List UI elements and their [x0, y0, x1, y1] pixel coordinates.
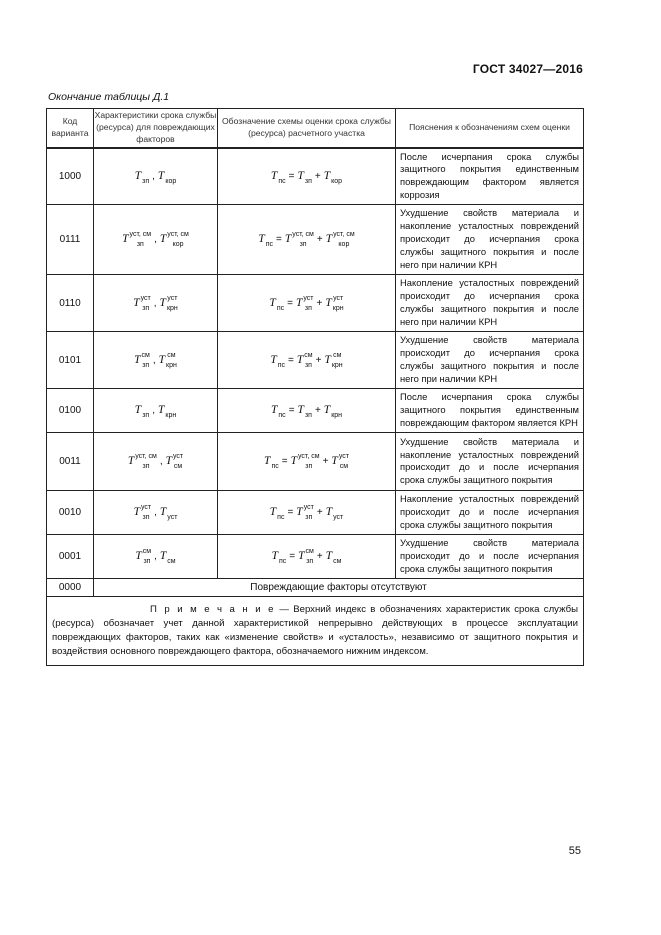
superscript-index	[142, 168, 149, 175]
index-stack	[304, 352, 312, 369]
characteristic-second	[157, 404, 177, 419]
index-stack	[305, 402, 312, 419]
subscript-index: см	[333, 557, 342, 565]
index-stack	[135, 453, 157, 470]
scheme-term-second	[325, 294, 344, 312]
plus-sign: +	[314, 170, 321, 182]
subscript-index: зп	[142, 513, 150, 521]
variants-table	[46, 108, 584, 666]
index-stack	[277, 295, 284, 312]
index-stack	[279, 548, 286, 565]
scheme-term-second	[323, 169, 343, 185]
characteristic-first	[134, 404, 150, 419]
table-header-row	[47, 109, 584, 148]
symbol-letter: T	[264, 455, 271, 467]
symbol-letter: T	[157, 404, 165, 416]
symbol-letter: T	[323, 404, 331, 416]
symbol-letter: T	[325, 296, 332, 309]
characteristic-first	[122, 231, 152, 249]
symbol-letter: T	[134, 169, 142, 182]
superscript-index: уст, см	[292, 231, 314, 239]
explanation-cell: Ухудшение свойств материала и накопление усталостных повреждений происходит до исчерпания срока службы защитного покрытия и после него при наличии КРН	[396, 205, 584, 275]
symbol-letter: T	[159, 505, 167, 518]
characteristic-first	[134, 351, 150, 369]
scheme-result	[270, 404, 286, 419]
scheme-term-second	[325, 505, 344, 521]
table-note	[47, 596, 584, 665]
symbol-letter: T	[258, 233, 265, 246]
superscript-index	[333, 548, 341, 555]
subscript-index: зп	[299, 241, 307, 249]
scheme-cell	[218, 490, 396, 534]
variant-code: 0001	[47, 534, 94, 578]
superscript-index	[279, 548, 286, 555]
index-stack	[303, 295, 313, 312]
superscript-index: уст	[338, 452, 349, 460]
symbol-letter: T	[297, 404, 304, 416]
characteristic-second	[159, 294, 178, 312]
characteristic-first	[127, 452, 157, 470]
variant-code: 0110	[47, 275, 94, 332]
superscript-index: уст, см	[129, 231, 152, 239]
explanation-cell: Накопление усталостных повреждений происходит до исчерпания срока службы защитного покрытия и после него при наличии КРН	[396, 275, 584, 332]
explanation-cell: Ухудшение свойств материала происходит до и после исчерпания срока службы защитного покрытия	[396, 534, 584, 578]
symbol-letter: T	[270, 353, 277, 366]
symbol-letter: T	[135, 549, 142, 562]
scheme-cell	[218, 332, 396, 389]
superscript-index: см	[304, 351, 313, 359]
characteristic-first	[134, 169, 150, 185]
superscript-index	[277, 295, 284, 302]
subscript-index: крн	[166, 304, 178, 312]
separator-comma: ,	[159, 456, 163, 467]
subscript-index: зп	[305, 462, 313, 470]
symbol-letter: T	[159, 296, 166, 309]
scheme-term-first	[295, 294, 314, 312]
index-stack	[165, 168, 176, 185]
index-stack	[142, 402, 149, 419]
subscript-index: кор	[165, 177, 177, 185]
equals-sign: =	[276, 234, 282, 246]
scheme-term-first	[297, 404, 312, 419]
superscript-index: см	[333, 351, 342, 359]
scheme-cell	[218, 534, 396, 578]
table-row	[47, 148, 584, 205]
symbol-letter: T	[269, 505, 277, 518]
symbol-letter: T	[284, 233, 292, 246]
separator-comma: ,	[154, 234, 157, 246]
characteristics-cell	[94, 275, 218, 332]
subscript-index: кор	[172, 241, 184, 249]
superscript-index	[331, 402, 342, 409]
plus-sign: +	[316, 550, 323, 562]
table-row	[47, 432, 584, 490]
characteristics-cell	[94, 432, 218, 490]
subscript-index: кор	[338, 241, 350, 249]
superscript-index: уст	[303, 294, 314, 302]
symbol-letter: T	[325, 505, 333, 518]
variant-code: 0111	[47, 205, 94, 275]
symbol-letter: T	[270, 169, 278, 182]
subscript-index: пс	[265, 241, 274, 249]
separator-comma: ,	[152, 405, 155, 416]
index-stack	[304, 504, 314, 521]
index-stack	[271, 453, 278, 470]
plus-sign: +	[316, 506, 323, 518]
subscript-index: крн	[165, 411, 177, 419]
characteristics-cell	[94, 388, 218, 432]
scheme-term-first	[296, 351, 313, 369]
scheme-result	[269, 296, 285, 312]
subscript-index: пс	[278, 411, 286, 419]
table-row	[47, 205, 584, 275]
scheme-term-first	[298, 547, 314, 565]
superscript-index: уст	[173, 452, 184, 460]
explanation-cell: Ухудшение свойств материала и накопление усталостных повреждений происходит до и после исчерпания срока службы защитного покрытия	[396, 432, 584, 490]
characteristics-cell	[94, 534, 218, 578]
index-stack	[331, 168, 342, 185]
superscript-index: уст, см	[135, 452, 157, 460]
col-header-scheme: Обозначение схемы оценки срока службы (ресурса) расчетного участка	[218, 109, 396, 148]
absent-code: 0000	[47, 578, 94, 596]
superscript-index	[305, 168, 312, 175]
plus-sign: +	[322, 456, 329, 467]
scheme-cell	[218, 205, 396, 275]
col-header-code: Код варианта	[47, 109, 94, 148]
symbol-letter: T	[331, 455, 338, 467]
index-stack	[339, 453, 349, 470]
index-stack	[278, 168, 285, 185]
index-stack	[333, 504, 343, 521]
subscript-index: см	[167, 557, 176, 565]
index-stack	[333, 548, 341, 565]
explanation-cell: Ухудшение свойств материала происходит до исчерпания срока службы защитного покрытия и после него при наличии КРН	[396, 332, 584, 389]
subscript-index: пс	[277, 513, 285, 521]
equals-sign: =	[281, 456, 288, 467]
index-stack	[278, 352, 285, 369]
index-stack	[331, 402, 342, 419]
index-stack	[166, 352, 177, 369]
index-stack	[142, 168, 149, 185]
variant-code: 1000	[47, 148, 94, 205]
superscript-index: уст	[140, 294, 151, 302]
symbol-letter: T	[134, 404, 142, 416]
symbol-letter: T	[295, 296, 303, 309]
superscript-index: см	[142, 547, 152, 555]
superscript-index: уст, см	[298, 452, 320, 460]
separator-comma: ,	[153, 297, 157, 309]
superscript-index	[278, 402, 285, 409]
subscript-index: крн	[331, 411, 343, 419]
symbol-letter: T	[157, 169, 165, 182]
characteristics-cell	[94, 148, 218, 205]
subscript-index: зп	[304, 177, 312, 185]
symbol-letter: T	[165, 455, 172, 467]
equals-sign: =	[288, 354, 294, 366]
symbol-letter: T	[296, 353, 304, 366]
scheme-term-second	[323, 404, 343, 419]
symbol-letter: T	[297, 169, 304, 182]
symbol-letter: T	[133, 296, 140, 309]
superscript-index	[305, 402, 312, 409]
superscript-index	[278, 352, 285, 359]
scheme-result	[264, 455, 279, 470]
index-stack	[167, 504, 177, 521]
table-row	[47, 332, 584, 389]
index-stack	[277, 504, 284, 521]
subscript-index: уст	[167, 513, 178, 521]
variant-code: 0101	[47, 332, 94, 389]
characteristic-first	[135, 547, 152, 565]
standard-number: ГОСТ 34027—2016	[472, 62, 583, 76]
plus-sign: +	[316, 234, 323, 246]
scheme-cell	[218, 148, 396, 205]
superscript-index: см	[141, 351, 150, 359]
scheme-result	[270, 169, 286, 185]
scheme-result	[269, 505, 285, 521]
symbol-letter: T	[159, 549, 167, 562]
superscript-index	[167, 504, 177, 511]
symbol-letter: T	[159, 233, 167, 246]
subscript-index: зп	[304, 411, 312, 419]
scheme-cell	[218, 275, 396, 332]
separator-comma: ,	[152, 354, 156, 366]
equals-sign: =	[288, 170, 295, 182]
subscript-index: зп	[304, 361, 312, 369]
symbol-letter: T	[324, 353, 331, 366]
symbol-letter: T	[269, 296, 276, 309]
index-stack	[141, 295, 151, 312]
superscript-index	[167, 548, 175, 555]
scheme-term-first	[284, 231, 314, 249]
symbol-letter: T	[127, 455, 135, 467]
symbol-letter: T	[134, 353, 141, 366]
superscript-index	[331, 168, 342, 175]
characteristic-second	[158, 351, 177, 369]
variant-code: 0100	[47, 388, 94, 432]
separator-comma: ,	[154, 506, 157, 518]
symbol-letter: T	[270, 404, 278, 416]
symbol-letter: T	[133, 505, 140, 518]
absent-row	[47, 578, 584, 596]
subscript-index: пс	[277, 361, 286, 369]
separator-comma: ,	[154, 550, 157, 562]
page-number: 55	[568, 845, 581, 857]
equals-sign: =	[287, 297, 293, 309]
superscript-index	[142, 402, 149, 409]
subscript-index: крн	[332, 304, 344, 312]
note-text: — Верхний индекс в обозначениях характеристик срока службы (ресурса) обозначает учет данной характеристикой непрерывно действующих в процессе эксплуатации повреждающих факторов, таких как «изменение свойств» и «усталость», независимо от защитного покрытия и воздействия основного повреждающего фактора, обозначаемого нижним индексом.	[52, 603, 578, 657]
table-row	[47, 490, 584, 534]
subscript-index: крн	[166, 361, 177, 369]
superscript-index	[165, 402, 176, 409]
scheme-term-first	[296, 503, 314, 521]
subscript-index: зп	[304, 304, 312, 312]
superscript-index	[266, 231, 273, 238]
table-caption: Окончание таблицы Д.1	[48, 91, 170, 103]
table-row	[47, 275, 584, 332]
subscript-index: крн	[331, 361, 343, 369]
scheme-result	[271, 549, 287, 565]
superscript-index: уст, см	[167, 231, 189, 239]
subscript-index: зп	[142, 361, 150, 369]
superscript-index	[277, 504, 284, 511]
scheme-term-second	[324, 351, 343, 369]
index-stack	[266, 231, 273, 248]
index-stack	[333, 231, 355, 248]
subscript-index: пс	[271, 462, 279, 470]
superscript-index	[271, 453, 278, 460]
symbol-letter: T	[158, 353, 166, 366]
separator-comma: ,	[152, 170, 155, 182]
index-stack	[292, 231, 314, 248]
index-stack	[167, 548, 175, 565]
explanation-cell: После исчерпания срока службы защитного покрытия единственным повреждающим фактором является КРН	[396, 388, 584, 432]
col-header-characteristics: Характеристики срока службы (ресурса) для повреждающих факторов	[94, 109, 218, 148]
explanation-cell: После исчерпания срока службы защитного покрытия единственным повреждающим фактором является коррозия	[396, 148, 584, 205]
characteristic-second	[159, 505, 178, 521]
characteristics-cell	[94, 490, 218, 534]
symbol-letter: T	[325, 549, 333, 562]
symbol-letter: T	[323, 169, 331, 182]
characteristics-cell	[94, 332, 218, 389]
table-row	[47, 388, 584, 432]
subscript-index: зп	[143, 557, 151, 565]
subscript-index: пс	[276, 304, 285, 312]
variant-code: 0010	[47, 490, 94, 534]
symbol-letter: T	[122, 233, 129, 246]
symbol-letter: T	[298, 549, 305, 562]
scheme-cell	[218, 432, 396, 490]
table-row	[47, 534, 584, 578]
subscript-index: зп	[306, 557, 314, 565]
index-stack	[333, 295, 344, 312]
scheme-result	[258, 233, 274, 249]
equals-sign: =	[289, 550, 296, 562]
col-header-explanation: Пояснения к обозначениям схем оценки	[396, 109, 584, 148]
index-stack	[278, 402, 285, 419]
absent-text: Повреждающие факторы отсутствуют	[94, 578, 584, 596]
subscript-index: уст	[333, 513, 344, 521]
plus-sign: +	[316, 297, 323, 309]
equals-sign: =	[287, 506, 294, 518]
plus-sign: +	[315, 354, 322, 366]
index-stack	[306, 548, 314, 565]
equals-sign: =	[288, 405, 295, 416]
index-stack	[167, 231, 189, 248]
index-stack	[173, 453, 183, 470]
superscript-index	[333, 504, 343, 511]
subscript-index: пс	[278, 557, 287, 565]
scheme-term-first	[290, 452, 320, 470]
scheme-cell	[218, 388, 396, 432]
scheme-term-second	[325, 549, 342, 565]
superscript-index: см	[305, 547, 314, 555]
characteristic-first	[133, 294, 151, 312]
symbol-letter: T	[290, 455, 297, 467]
characteristic-second	[157, 169, 177, 185]
subscript-index: зп	[142, 177, 150, 185]
superscript-index	[165, 168, 176, 175]
superscript-index	[278, 168, 285, 175]
note-heading: П р и м е ч а н и е	[150, 603, 276, 615]
scheme-term-first	[297, 169, 312, 185]
explanation-cell: Накопление усталостных повреждений происходит до и после исчерпания срока службы защитного покрытия	[396, 490, 584, 534]
subscript-index: зп	[142, 462, 150, 470]
superscript-index: уст, см	[333, 231, 355, 239]
subscript-index: см	[173, 462, 183, 470]
subscript-index: зп	[136, 241, 144, 249]
characteristics-cell	[94, 205, 218, 275]
index-stack	[130, 231, 152, 248]
characteristic-first	[133, 503, 152, 521]
superscript-index: уст	[333, 294, 344, 302]
note-row	[47, 596, 584, 665]
subscript-index: зп	[142, 411, 150, 419]
symbol-letter: T	[325, 233, 333, 246]
scheme-term-second	[325, 231, 355, 249]
index-stack	[332, 352, 343, 369]
plus-sign: +	[314, 405, 321, 416]
subscript-index: зп	[142, 304, 150, 312]
superscript-index: уст	[303, 503, 314, 511]
index-stack	[142, 352, 150, 369]
symbol-letter: T	[271, 549, 278, 562]
symbol-letter: T	[296, 505, 303, 518]
superscript-index: см	[167, 351, 176, 359]
characteristic-second	[159, 231, 189, 249]
characteristic-second	[159, 549, 176, 565]
subscript-index: пс	[278, 177, 286, 185]
characteristic-second	[165, 452, 184, 470]
scheme-term-second	[331, 452, 349, 470]
subscript-index: кор	[331, 177, 343, 185]
subscript-index: зп	[305, 513, 313, 521]
index-stack	[167, 295, 178, 312]
index-stack	[298, 453, 320, 470]
index-stack	[141, 504, 151, 521]
superscript-index: уст	[167, 294, 178, 302]
superscript-index: уст	[140, 503, 152, 511]
scheme-result	[270, 353, 286, 369]
index-stack	[165, 402, 176, 419]
index-stack	[143, 548, 151, 565]
variant-code: 0011	[47, 432, 94, 490]
table-body	[47, 148, 584, 579]
index-stack	[305, 168, 312, 185]
subscript-index: см	[339, 462, 349, 470]
